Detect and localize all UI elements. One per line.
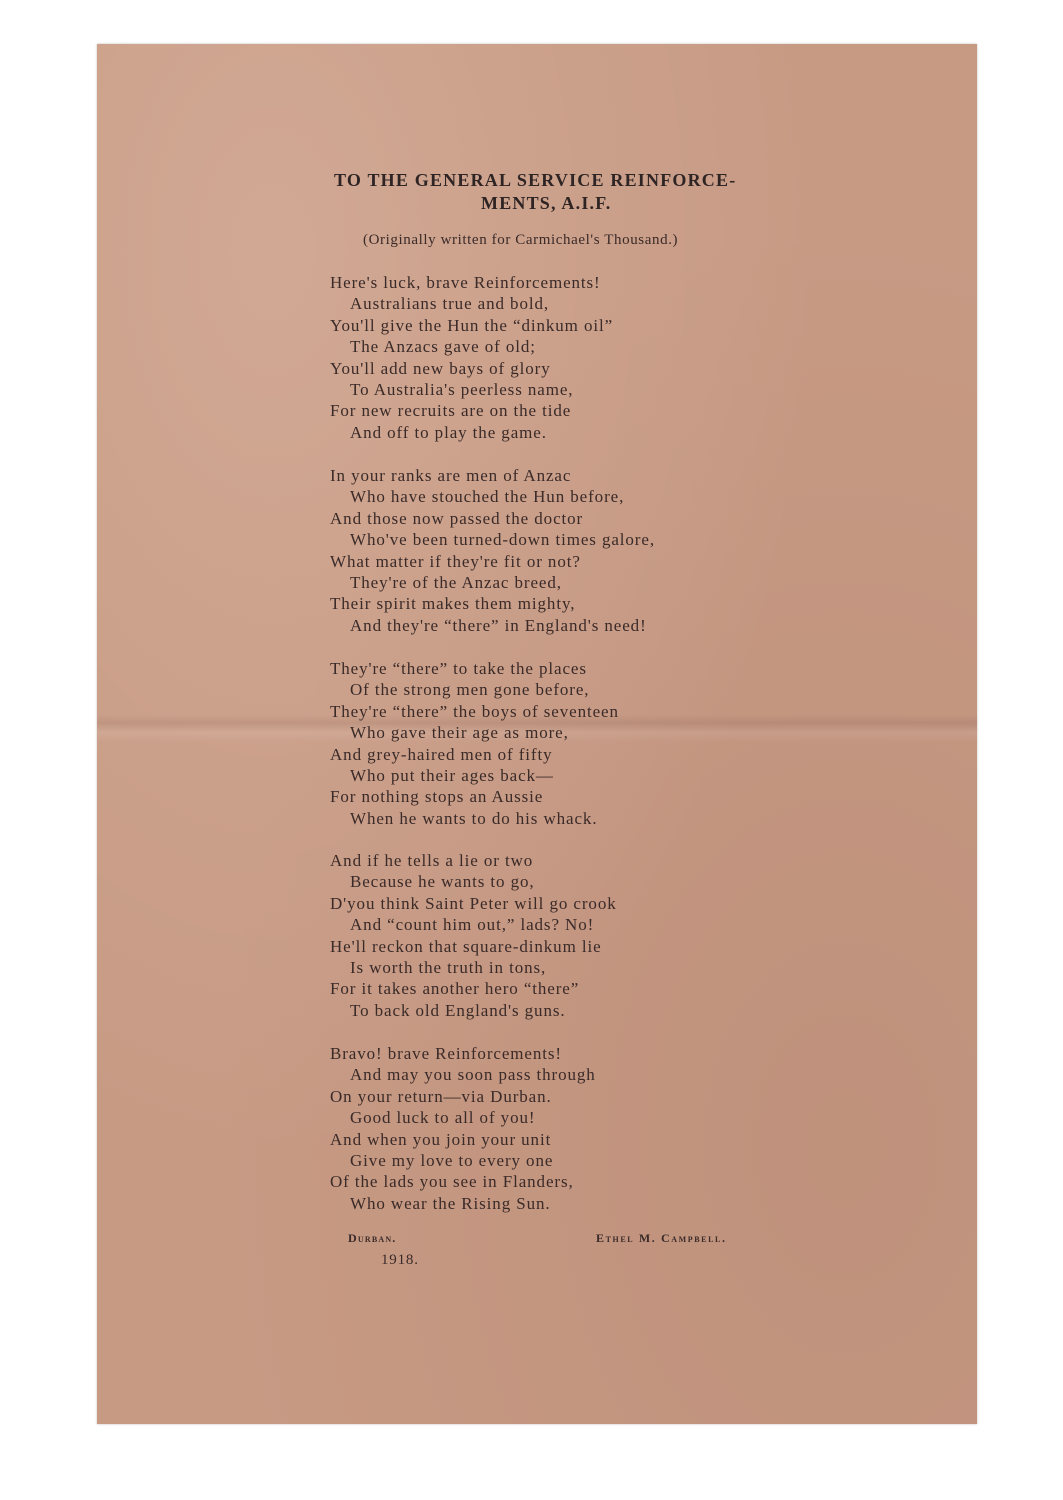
author-signature: Ethel M. Campbell. <box>596 1231 727 1245</box>
verse-line: Australians true and bold, <box>350 294 550 314</box>
verse-line: In your ranks are men of Anzac <box>330 466 572 485</box>
verse-line: D'you think Saint Peter will go crook <box>330 893 617 913</box>
verse-line: Because he wants to go, <box>350 872 535 892</box>
stanza <box>330 850 617 1021</box>
verse-line: For nothing stops an Aussie <box>330 787 544 807</box>
stanza <box>330 272 613 443</box>
verse-line: Of the lads you see in Flanders, <box>330 1172 574 1192</box>
stanza <box>330 1043 596 1214</box>
poem-title-line-1: TO THE GENERAL SERVICE REINFORCE- <box>334 170 737 190</box>
verse-line: They're of the Anzac breed, <box>350 572 562 592</box>
verse-line: Who've been turned-down times galore, <box>350 530 655 550</box>
verse-line: And those now passed the doctor <box>330 508 584 528</box>
place-signature: Durban. <box>348 1231 397 1245</box>
verse-line: And may you soon pass through <box>350 1065 596 1085</box>
verse-line: Good luck to all of you! <box>350 1108 536 1128</box>
verse-line: They're “there” to take the places <box>330 659 587 678</box>
verse-line: And if he tells a lie or two <box>330 851 534 870</box>
stanza <box>330 465 655 636</box>
paper-sheet <box>97 44 977 1424</box>
verse-line: Bravo! brave Reinforcements! <box>330 1044 562 1063</box>
verse-line: And “count him out,” lads? No! <box>350 915 595 935</box>
verse-line: They're “there” the boys of seventeen <box>330 701 619 721</box>
verse-line: And when you join your unit <box>330 1129 552 1149</box>
verse-line: You'll add new bays of glory <box>330 358 551 378</box>
verse-line: Their spirit makes them mighty, <box>330 594 576 614</box>
verse-line: For new recruits are on the tide <box>330 401 572 421</box>
verse-line: What matter if they're fit or not? <box>330 551 581 571</box>
verse-line: You'll give the Hun the “dinkum oil” <box>330 315 614 335</box>
verse-line: The Anzacs gave of old; <box>350 337 536 357</box>
verse-line: For it takes another hero “there” <box>330 979 580 999</box>
poem-title-line-2: MENTS, A.I.F. <box>481 193 612 213</box>
verse-line: And off to play the game. <box>350 422 547 442</box>
verse-line: Who wear the Rising Sun. <box>350 1193 551 1213</box>
verse-line: Is worth the truth in tons, <box>350 957 547 977</box>
verse-line: To Australia's peerless name, <box>350 379 574 399</box>
poem-subtitle: (Originally written for Carmichael's Thousand.) <box>363 232 679 248</box>
verse-line: Who have stouched the Hun before, <box>350 487 625 507</box>
verse-line: Of the strong men gone before, <box>350 680 590 700</box>
verse-line: He'll reckon that square-dinkum lie <box>330 936 602 956</box>
verse-line: Here's luck, brave Reinforcements! <box>330 273 601 292</box>
verse-line: When he wants to do his whack. <box>350 808 598 828</box>
verse-line: Who put their ages back— <box>350 765 554 785</box>
verse-line: On your return—via Durban. <box>330 1086 552 1106</box>
verse-line: To back old England's guns. <box>350 1000 566 1020</box>
stanza <box>330 658 619 829</box>
verse-line: And they're “there” in England's need! <box>350 615 647 635</box>
verse-line: Who gave their age as more, <box>350 723 569 743</box>
verse-line: Give my love to every one <box>350 1150 554 1170</box>
year: 1918. <box>381 1252 419 1268</box>
verse-line: And grey-haired men of fifty <box>330 744 553 764</box>
